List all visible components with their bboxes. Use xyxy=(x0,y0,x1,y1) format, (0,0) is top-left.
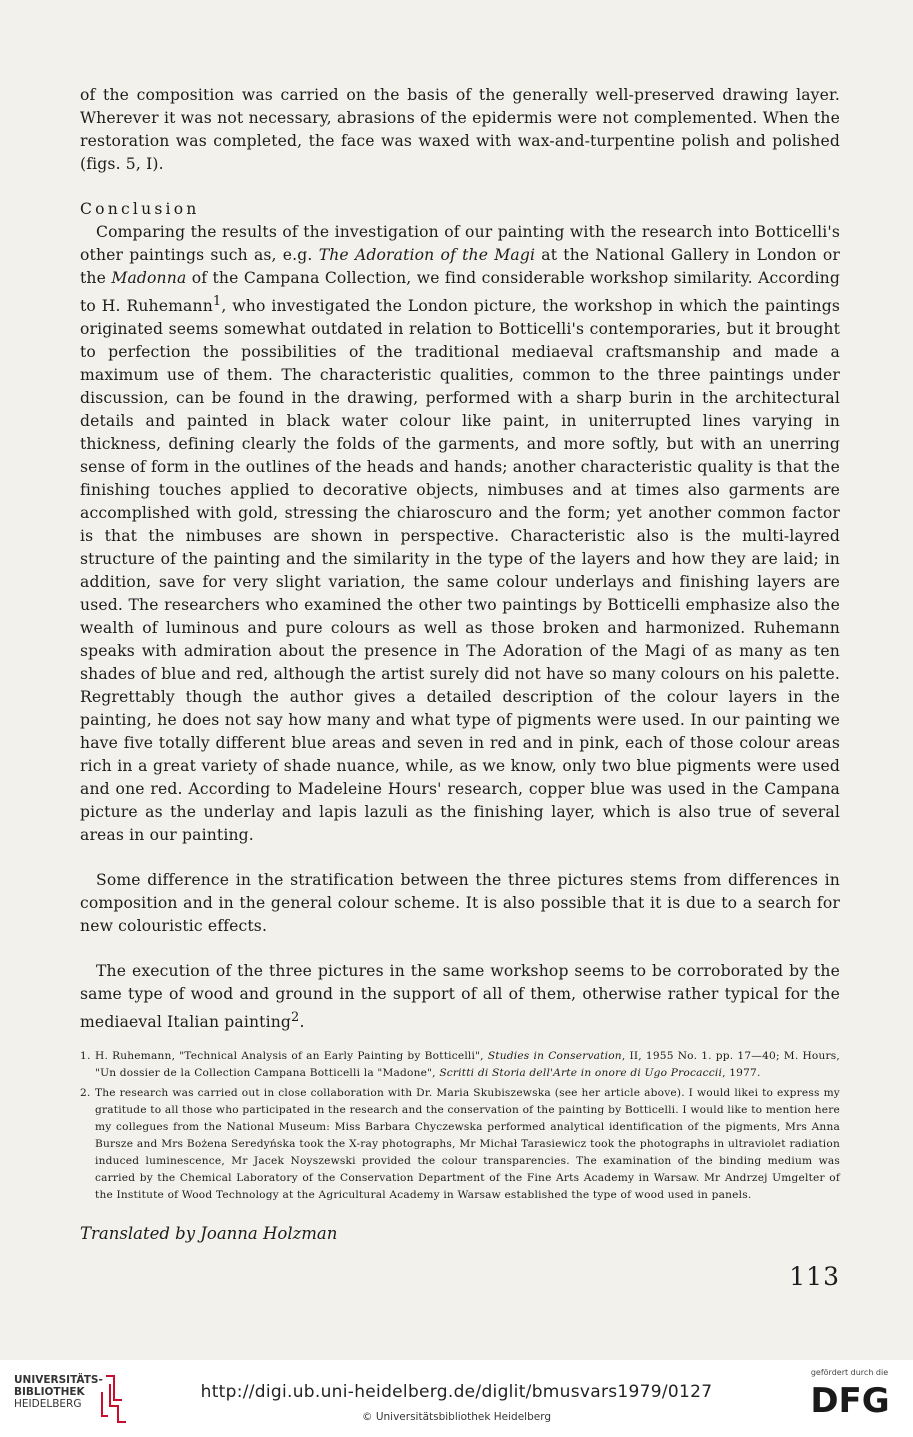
copyright-notice: © Universitätsbibliothek Heidelberg xyxy=(361,1411,551,1423)
funded-by-label: gefördert durch die xyxy=(810,1368,889,1377)
footnote-2 xyxy=(80,1085,840,1204)
translator-credit: Translated by Joanna Holzman xyxy=(80,1224,338,1244)
text-run: , 1977. xyxy=(722,1067,761,1080)
library-line-1: UNIVERSITÄTS- xyxy=(14,1374,103,1386)
footnote-number: 1. xyxy=(80,1050,91,1063)
text-run: , II, 1955 No. 1. pp. 17—40; M. Hours, "Un dossier de la Collection Campana Botticelli la "Madone", xyxy=(95,1050,841,1080)
dfg-logo-icon xyxy=(804,1382,896,1418)
footnote-1 xyxy=(80,1048,840,1082)
text-run: , who investigated the London picture, the workshop in which the paintings originated seems somewhat outdated in relation to Botticelli's contemporaries, but it brought to perfection the possibilities of the traditional mediaeval craftsmanship and made a maximum use of them. The characteristic qualities, common to the three paintings under discussion, can be found in the drawing, performed with a sharp burin in the architectural details and painted in black water colour like paint, in uniterrupted lines varying in thickness, defining clearly the folds of the garments, and more softly, but with an unerring sense of form in the outlines of the heads and hands; another characteristic quality is that the finishing touches applied to decorative objects, nimbuses and at times also garments are accomplished with gold, stressing the chiaroscuro and the form; yet another common factor is that the nimbuses are shown in perspective. Characteristic also is the multi-layred structure of the painting and the similarity in the type of the layers and how they are laid; in addition, save for very slight variation, the same colour underlays and finishing layers are used. The researchers who examined the other two paintings by Botticelli emphasize also the wealth of luminous and pure colours as well as those broken and harmonized. Ruhemann speaks with admiration about the presence in The Adoration of the Magi of as many as ten shades of blue and red, although the artist surely did not have so many colours on his palette. Regrettably though the author gives a detailed description of the colour layers in the painting, he does not say how many and what type of pigments were used. In our painting we have five totally different blue areas and seven in red and in pink, each of those colour areas rich in a great variety of shade nuance, while, as we know, only two blue pigments were used and one red. According to Madeleine Hours' research, copper blue was used in the Campana picture as the underlay and lapis lazuli as the finishing layer, which is also true of several areas in our painting. xyxy=(80,297,840,845)
title-adoration-of-the-magi: The Adoration of the Magi xyxy=(318,246,536,264)
title-madonna: Madonna xyxy=(111,269,187,287)
dfg-logo-text: DFG xyxy=(809,1382,890,1418)
permalink-url[interactable]: http://digi.ub.uni-heidelberg.de/diglit/bmusvars1979/0127 xyxy=(200,1382,713,1402)
funding-notice xyxy=(802,1368,897,1422)
journal-title: Studies in Conservation xyxy=(487,1050,622,1063)
text-run: at the National Gallery in London or the xyxy=(80,246,840,287)
library-line-2: BIBLIOTHEK xyxy=(14,1386,85,1398)
footnotes xyxy=(80,1048,840,1204)
paragraph-intro: of the composition was carried on the basis of the generally well-preserved drawing layer. Wherever it was not necessary, abrasions of the epidermis were not complemented. When the restoration was completed, the face was waxed with wax-and-turpentine polish and polished (figs. 5, I). xyxy=(80,86,840,173)
text-run: The execution of the three pictures in the same workshop seems to be corroborated by the same type of wood and ground in the support of all of them, otherwise rather typical for the mediaeval Italian painting xyxy=(80,962,840,1032)
text-run: The research was carried out in close collaboration with Dr. Maria Skubiszewska (see her article above). I would likei to express my gratitude to all those who participated in the research and the conservation of the painting by Botticelli. I would like to mention here my collegues from the National Museum: Miss Barbara Chyczewska performed analytical identification of the pigments, Mrs Anna Bursze and Mrs Bożena Seredyńska took the X-ray photographs, Mr Michał Tarasiewicz took the photographs in ultraviolet radiation induced luminescence, Mr Jacek Noyszewski provided the colour transparencies. The examination of the binding medium was carried by the Chemical Laboratory of the Conservation Department of the Fine Arts Academy in Warsaw. Mr Andrzej Umgelter of the Institute of Wood Technology at the Agricultural Academy in Warsaw established the type of wood used in panels. xyxy=(95,1087,840,1202)
library-line-3: HEIDELBERG xyxy=(14,1398,82,1410)
footnote-ref-2: 2 xyxy=(291,1010,300,1026)
paragraph-execution xyxy=(80,960,840,1034)
section-heading-conclusion: Conclusion xyxy=(80,200,200,218)
paragraph-conclusion-main xyxy=(80,221,840,847)
text-run: H. Ruhemann, "Technical Analysis of an Early Painting by Botticelli", xyxy=(95,1050,488,1063)
text-run: of the Campana Collection, we find considerable workshop similarity. According to H. Ruhemann xyxy=(80,269,840,316)
text-run: Comparing the results of the investigation of our painting with the research into Botticelli's other paintings such as, e.g. xyxy=(80,223,840,264)
footnote-number: 2. xyxy=(80,1087,91,1100)
page-content xyxy=(80,84,840,1260)
viewer-footer xyxy=(0,1360,913,1437)
paragraph-difference: Some difference in the stratification between the three pictures stems from differences in composition and in the general colour scheme. It is also possible that it is due to a search for new colouristic effects. xyxy=(80,871,840,936)
page-number: 113 xyxy=(789,1262,840,1291)
book-title: Scritti di Storia dell'Arte in onore di Ugo Procaccii xyxy=(439,1067,723,1080)
footnote-ref-1: 1 xyxy=(212,294,222,309)
text-run: . xyxy=(299,1013,305,1032)
